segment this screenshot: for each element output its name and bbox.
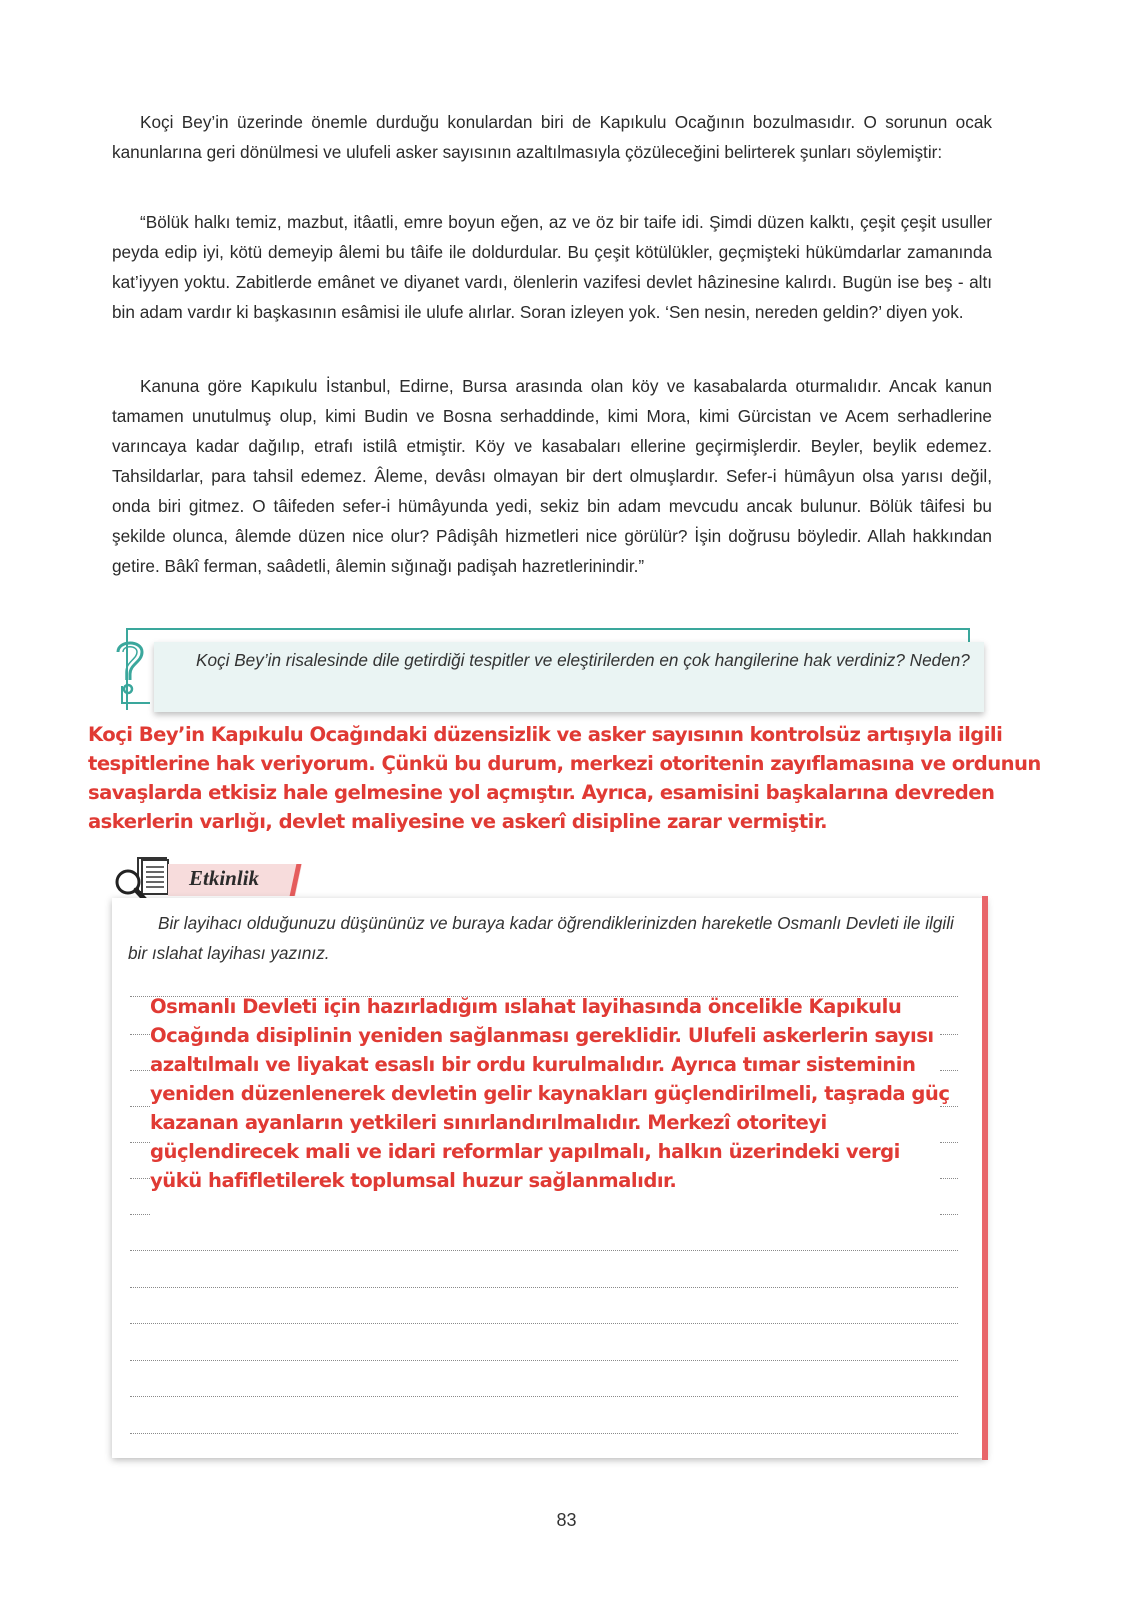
activity-title: Etkinlik (189, 866, 260, 890)
question-mark-icon (110, 636, 150, 704)
activity-accent-bar (982, 896, 988, 1460)
handwritten-answer-activity: Osmanlı Devleti için hazırladığım ıslahat layihasında öncelikle Kapıkulu Ocağında disiplinin yeniden sağlanması gereklidir. Ulufeli askerlerin sayısı azaltılmalı ve liyakat esaslı bir ordu kurulmalıdır. Ayrıca tımar sisteminin yeniden düzenlenerek devletin gelir kaynakları güçlendirilmeli, taşrada güç kazanan ayanların yetkileri sınırlandırılmalıdır. Merkezî otoriteyi güçlendirecek mali ve idari reformlar yapılmalı, halkın üzerindeki vergi yükü hafifletilerek toplumsal huzur sağlanmalıdır. (150, 995, 950, 1192)
writing-line[interactable] (130, 1433, 958, 1434)
writing-line[interactable] (130, 1250, 958, 1251)
writing-line[interactable] (130, 1214, 150, 1215)
writing-line[interactable] (130, 1106, 150, 1107)
page-number: 83 (556, 1510, 577, 1530)
writing-line[interactable] (130, 1070, 150, 1071)
handwritten-answer-question: Koçi Bey’in Kapıkulu Ocağındaki düzensizlik ve asker sayısının kontrolsüz artışıyla ilgili tespitlerine hak veriyorum. Çünkü bu durum, merkezi otoritenin zayıflamasına ve ordunun savaşlarda etkisiz hale gelmesine yol açmıştır. Ayrıca, esamisini başkalarına devreden askerlerin varlığı, devlet maliyesine ve askerî disipline zarar vermiştir. (88, 723, 1041, 833)
question-text: Koçi Bey’in risalesinde dile getirdiği tespitler ve eleştirilerden en çok hangilerine hak verdiniz? Neden? (196, 650, 970, 670)
writing-line[interactable] (130, 1178, 150, 1179)
writing-line[interactable] (940, 1214, 958, 1215)
paragraph-quote-2: Kanuna göre Kapıkulu İstanbul, Edirne, Bursa arasında olan köy ve kasabalarda oturmalıdır. Ancak kanun tamamen unutulmuş olup, kimi Budin ve Bosna serhaddinde, kimi Mora, kimi Gürcistan ve Acem serhadlerine varıncaya kadar dağılıp, etrafı istilâ etmiştir. Köy ve kasabaları ellerine geçirmişlerdir. Beyler, beylik edemez. Tahsildarlar, para tahsil edemez. Âleme, devâsı olmayan bir dert olmuşlardır. Sefer-i hümâyun olsa yarısı değil, onda biri gitmez. O tâifeden sefer-i hümâyunda yedi, sekiz bin adam mevcudu ancak bulunur. Bölük tâifesi bu şekilde olunca, âlemde düzen nice olur? Pâdişâh hizmetleri nice görülür? İşin doğrusu böyledir. Allah hakkından getire. Bâkî ferman, saâdetli, âlemin sığınağı padişah hazretlerinindir.” (112, 376, 992, 576)
writing-line[interactable] (130, 1323, 958, 1324)
activity-instruction: Bir layihacı olduğunuzu düşününüz ve buraya kadar öğrendiklerinizden hareketle Osmanlı Devleti ile ilgili bir ıslahat layihası yazınız. (128, 913, 954, 963)
writing-line[interactable] (130, 1034, 150, 1035)
paragraph-quote-1: “Bölük halkı temiz, mazbut, itâatli, emre boyun eğen, az ve öz bir taife idi. Şimdi düzen kalktı, çeşit çeşit usuller peyda edip iyi, kötü demeyip âlemi bu tâife ile doldurdular. Bu çeşit kötülükler, geçmişteki hükümdarlar zamanında kat’iyyen yoktu. Zabitlerde emânet ve diyanet vardı, ölenlerin vazifesi devlet hâzinesine kalırdı. Bugün ise beş - altı bin adam vardır ki başkasının esâmisi ile ulufe alırlar. Soran izleyen yok. ‘Sen nesin, nereden geldin?’ diyen yok. (112, 212, 992, 322)
writing-line[interactable] (130, 1287, 958, 1288)
writing-line[interactable] (130, 1396, 958, 1397)
paragraph-intro: Koçi Bey’in üzerinde önemle durduğu konulardan biri de Kapıkulu Ocağının bozulmasıdır. O sorunun ocak kanunlarına geri dönülmesi ve ulufeli asker sayısının azaltılmasıyla çözüleceğini belirterek şunları söylemiştir: (112, 112, 992, 162)
writing-line[interactable] (130, 1360, 958, 1361)
writing-line[interactable] (130, 1142, 150, 1143)
